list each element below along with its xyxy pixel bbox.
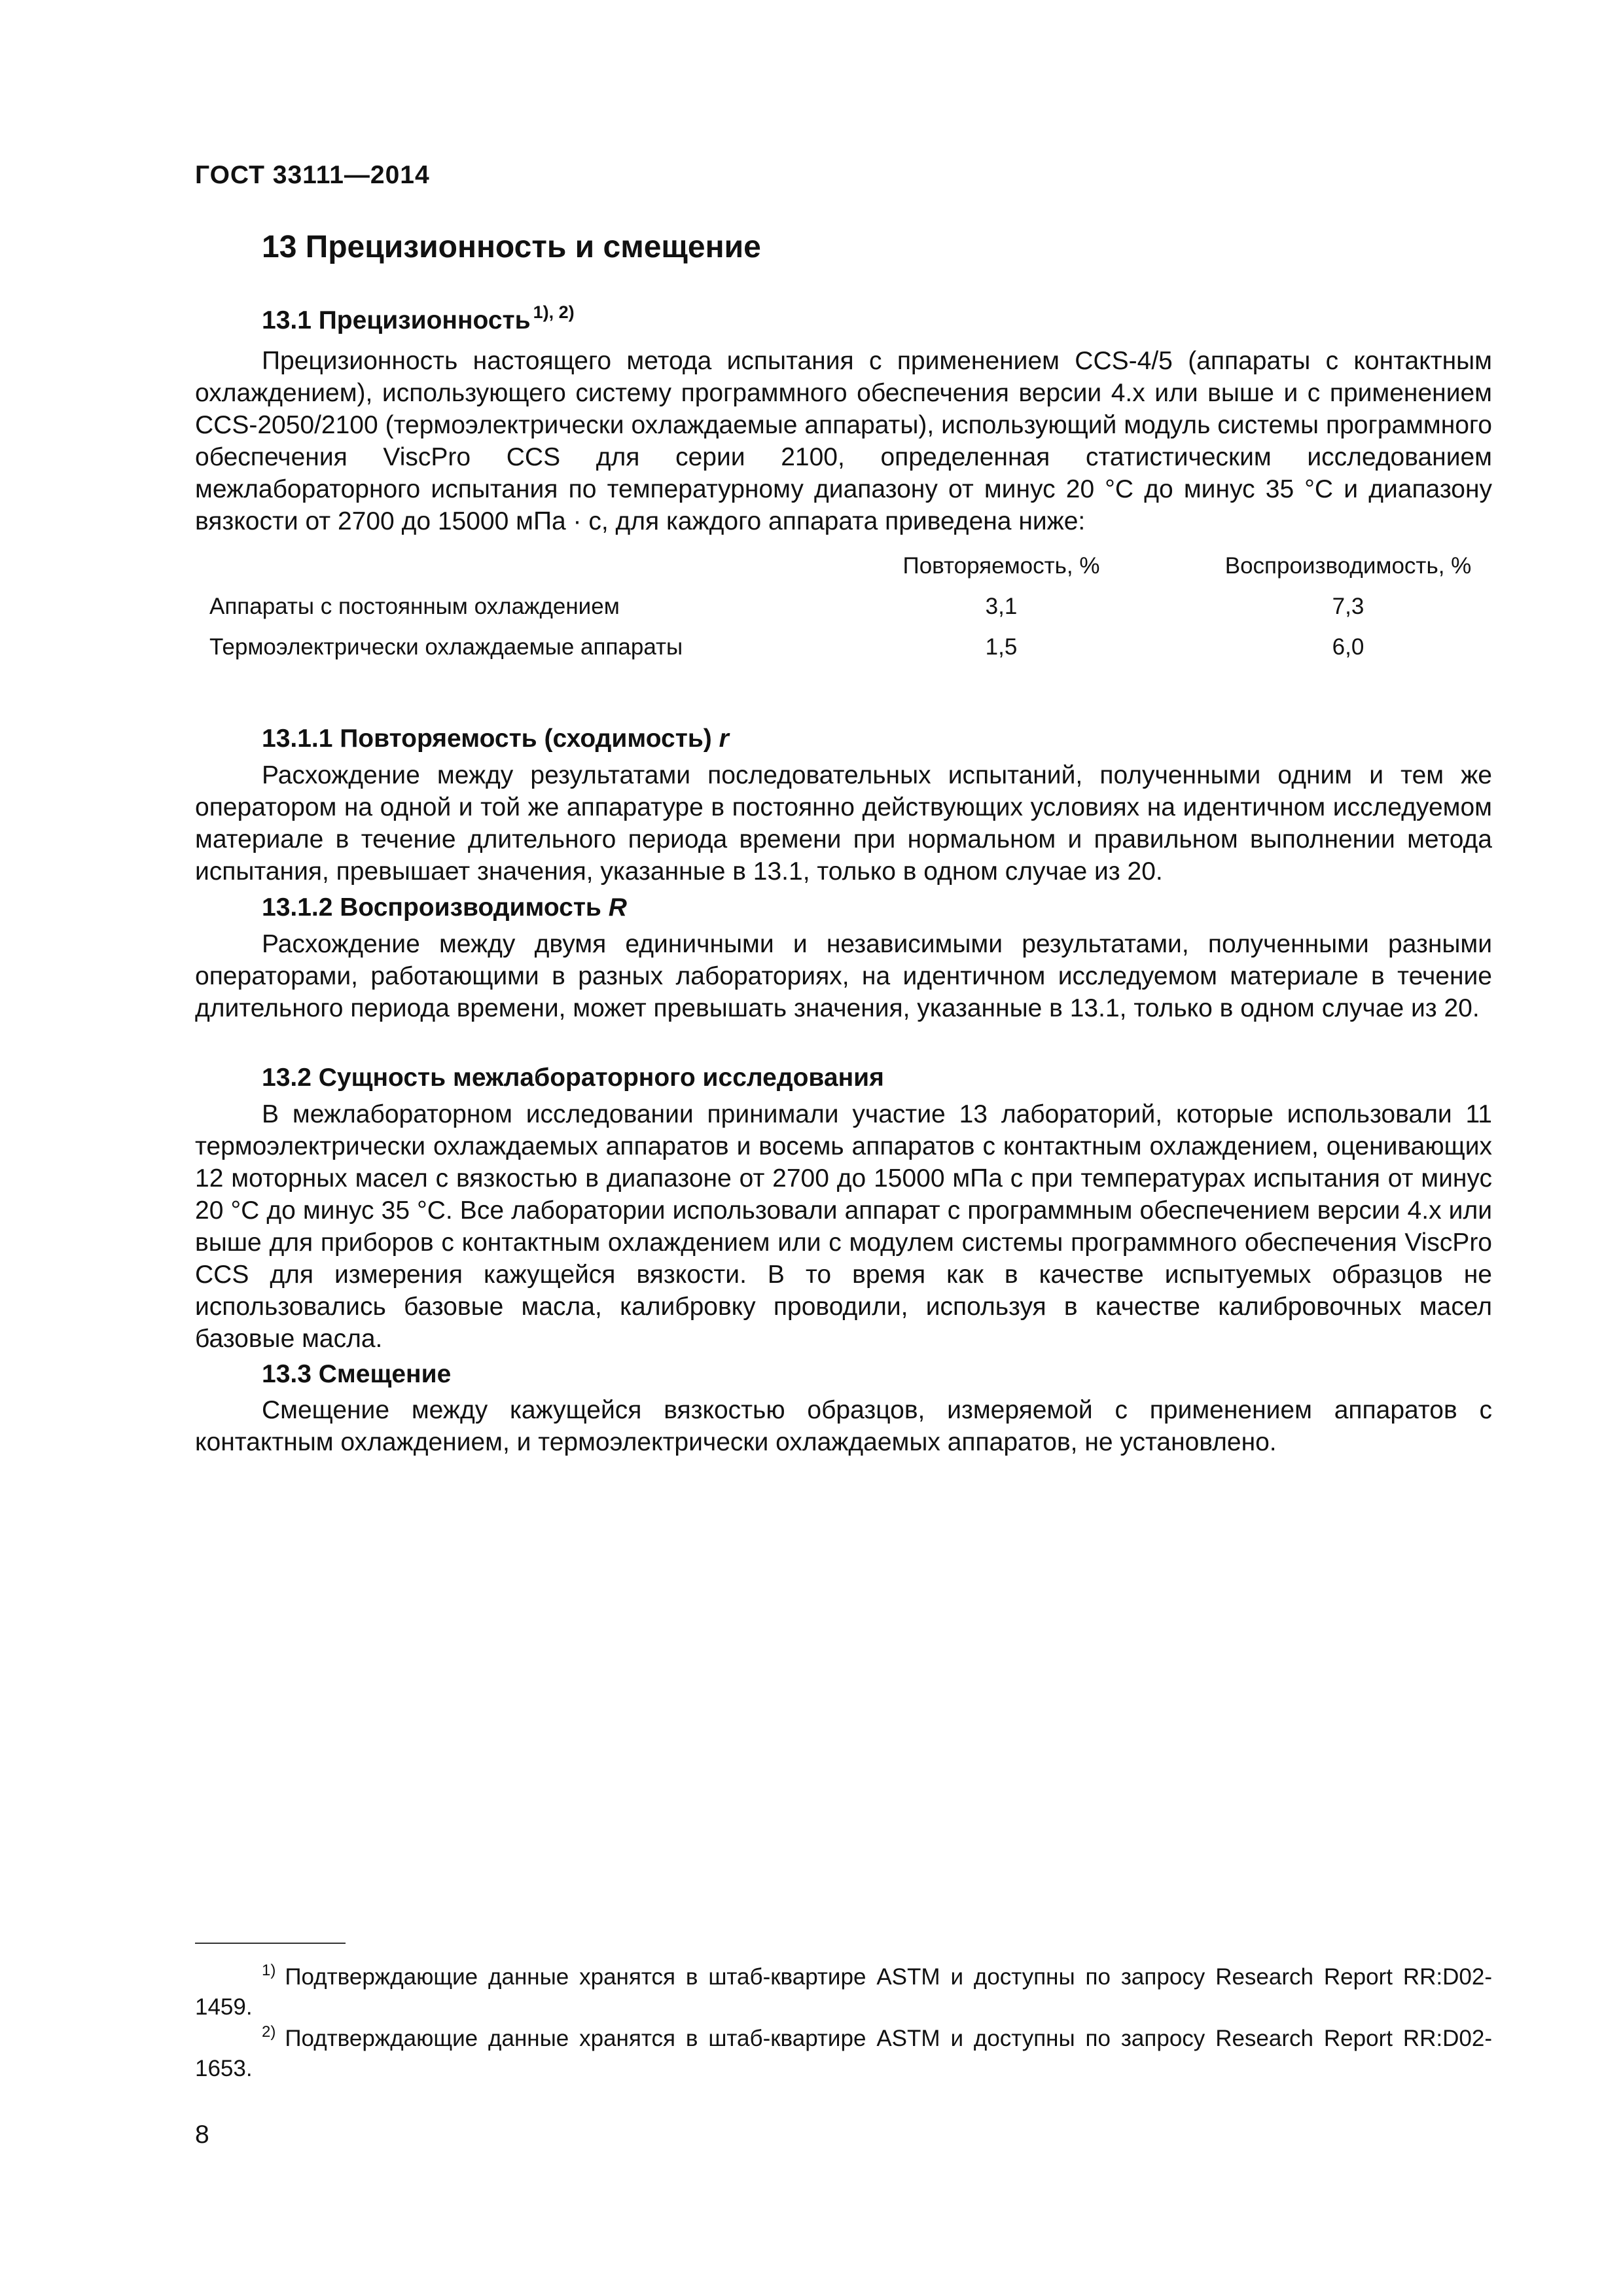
page-number: 8 <box>195 2121 209 2149</box>
row-name: Термоэлектрически охлаждаемые аппараты <box>209 634 683 660</box>
subsection-13-2-text-block <box>195 1098 1492 1355</box>
section-title: 13 Прецизионность и смещение <box>262 230 761 264</box>
footnote-mark: 2) <box>262 2023 276 2041</box>
reproducibility-value: 7,3 <box>1332 594 1364 619</box>
subsection-13-1-1-heading <box>262 725 729 753</box>
footnote-divider <box>195 1943 346 1944</box>
subsection-13-2-heading: 13.2 Сущность межлабораторного исследования <box>262 1064 884 1092</box>
paragraph: В межлабораторном исследовании принимали участие 13 лабораторий, которые использовали 11 термоэлектрически охлаждаемых аппаратов и восемь аппаратов с контактным охлаждением, оценивающих 12 моторных масел с вязкостью в диапазоне от 2700 до 15000 мПа с при температурах испытания от минус 20 °С до минус 35 °С. Все лаборатории использовали аппарат с программным обеспечением версии 4.x или выше для приборов с контактным охлаждением или с модулем системы программного обеспечения ViscPro CCS для измерения кажущейся вязкости. В то время как в качестве испытуемых образцов не использовались базовые масла, калибровку проводили, используя в качестве калибровочных масел базовые масла. <box>195 1100 1492 1353</box>
subsection-13-1-2-text-block <box>195 928 1492 1024</box>
document-code-header: ГОСТ 33111—2014 <box>195 161 430 189</box>
heading-text: 13.1 Прецизионность <box>262 306 531 334</box>
precision-table <box>209 553 1491 675</box>
row-name: Аппараты с постоянным охлаждением <box>209 594 620 619</box>
paragraph: Смещение между кажущейся вязкостью образцов, измеряемой с применением аппаратов с контактным охлаждением, и термоэлектрически охлаждаемых аппаратов, не установлено. <box>195 1396 1492 1456</box>
repeatability-symbol: r <box>719 725 729 753</box>
heading-text: 13.1.1 Повторяемость (сходимость) <box>262 725 712 753</box>
footnote-text: Подтверждающие данные хранятся в штаб-квартире ASTM и доступны по запросу Research Report RR:D02-1459. <box>195 1964 1492 2020</box>
repeatability-value: 3,1 <box>985 594 1018 619</box>
paragraph: Расхождение между двумя единичными и независимыми результатами, полученными разными операторами, работающими в разных лабораториях, на идентичном исследуемом материале в течение длительного периода времени, может превышать значения, указанные в 13.1, только в одном случае из 20. <box>195 930 1492 1022</box>
table-header-row <box>209 553 1491 594</box>
paragraph: Прецизионность настоящего метода испытания с применением CCS-4/5 (аппараты с контактным охлаждением), использующего систему программного обеспечения версии 4.x или выше и с применением CCS-2050/2100 (термоэлектрически охлаждаемые аппараты), использующий модуль системы программного обеспечения ViscPro CCS для серии 2100, определенная статистическим исследованием межлабораторного испытания по температурному диапазону от минус 20 °С до минус 35 °С и диапазону вязкости от 2700 до 15000 мПа · с, для каждого аппарата приведена ниже: <box>195 347 1492 535</box>
header-cell-repeatability: Повторяемость, % <box>902 553 1100 579</box>
footnote-text: Подтверждающие данные хранятся в штаб-квартире ASTM и доступны по запросу Research Report RR:D02-1653. <box>195 2026 1492 2081</box>
footnote <box>195 1956 1492 2022</box>
subsection-13-1-text-block <box>195 345 1492 537</box>
paragraph: Расхождение между результатами последовательных испытаний, полученными одним и тем же оператором на одной и той же аппаратуре в постоянно действующих условиях на идентичном исследуемом материале в течение длительного периода времени при нормальном и правильном выполнении метода испытания, превышает значения, указанные в 13.1, только в одном случае из 20. <box>195 761 1492 886</box>
subsection-13-1-1-text-block <box>195 759 1492 888</box>
footnote-reference: 1), 2) <box>533 302 575 322</box>
reproducibility-value: 6,0 <box>1332 634 1364 660</box>
table-row <box>209 594 1491 634</box>
footnote-mark: 1) <box>262 1962 276 1979</box>
subsection-13-3-text-block <box>195 1394 1492 1458</box>
subsection-13-1-heading <box>262 302 575 335</box>
reproducibility-symbol: R <box>608 893 627 922</box>
header-cell-reproducibility: Воспроизводимость, % <box>1224 553 1472 579</box>
table-row <box>209 634 1491 675</box>
heading-text: 13.1.2 Воспроизводимость <box>262 893 601 922</box>
footnote <box>195 2017 1492 2084</box>
subsection-13-3-heading: 13.3 Смещение <box>262 1360 452 1388</box>
repeatability-value: 1,5 <box>985 634 1018 660</box>
subsection-13-1-2-heading <box>262 893 627 922</box>
